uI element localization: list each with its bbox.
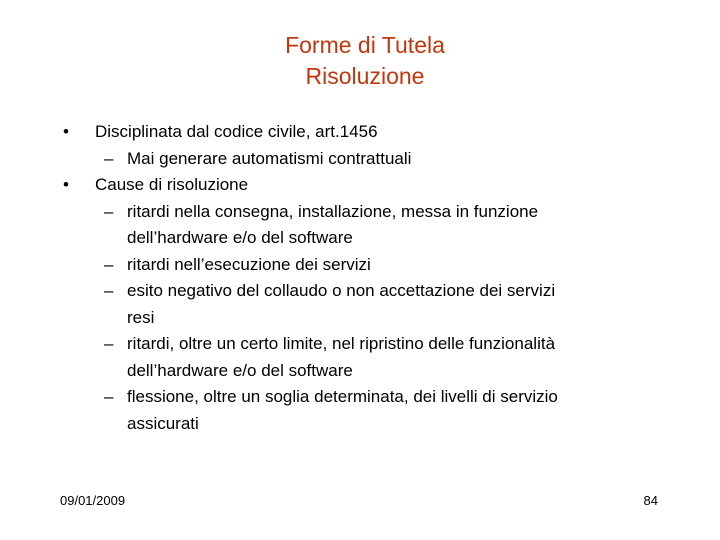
footer-date: 09/01/2009 <box>60 493 126 508</box>
bullet-text-line: flessione, oltre un soglia determinata, dei livelli di servizio <box>127 387 558 406</box>
bullet-text-line: assicurati <box>127 413 199 433</box>
dash-marker: – <box>104 387 114 406</box>
dash-marker: – <box>104 254 114 274</box>
page-number: 84 <box>643 493 658 508</box>
slide-title <box>130 30 600 92</box>
bullet-text-line: ritardi, oltre un certo limite, nel ripristino delle funzionalità <box>127 334 556 353</box>
slide-title-line-1: Forme di Tutela <box>285 32 445 58</box>
bullet-text-line: dell’hardware e/o del software <box>127 360 353 380</box>
bullet-text-line: Disciplinata dal codice civile, art.1456 <box>95 122 378 141</box>
bullet-text-line: resi <box>127 307 155 327</box>
bullet-text-line: ritardi nella consegna, installazione, messa in funzione <box>127 201 539 221</box>
bullet-marker: • <box>63 175 69 194</box>
bullet-marker: • <box>63 122 69 141</box>
dash-marker: – <box>104 201 114 221</box>
bullet-text-line: dell’hardware e/o del software <box>127 228 353 247</box>
bullet-text-line: Mai generare automatismi contrattuali <box>127 148 412 168</box>
dash-marker: – <box>104 334 114 353</box>
slide-title-line-2: Risoluzione <box>305 63 425 89</box>
bullet-text-line: Cause di risoluzione <box>95 175 249 194</box>
bullet-text-line: esito negativo del collaudo o non accettazione dei servizi <box>127 281 556 300</box>
dash-marker: – <box>104 281 114 300</box>
dash-marker: – <box>104 148 114 168</box>
bullet-text-line: ritardi nell’esecuzione dei servizi <box>127 254 371 274</box>
